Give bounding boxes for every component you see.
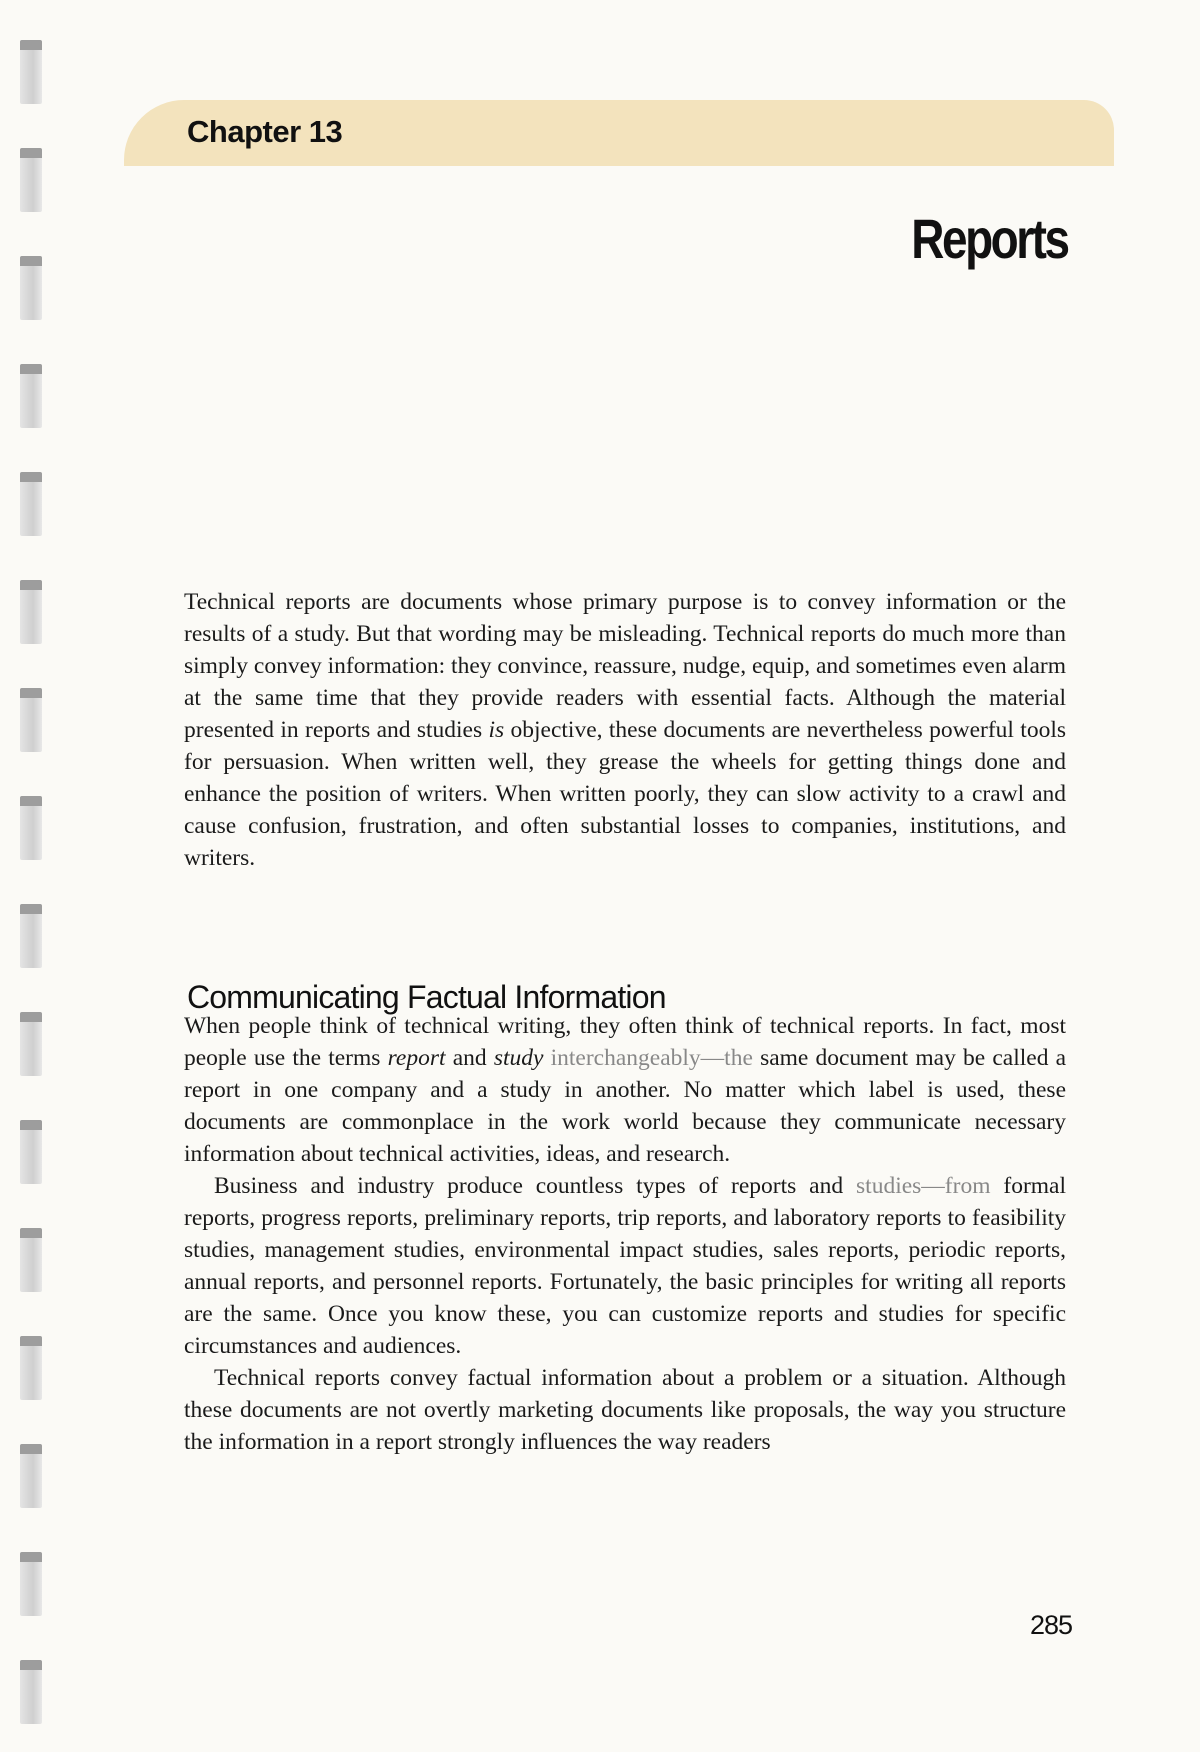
binding-mark <box>20 904 42 968</box>
section-heading: Communicating Factual Information <box>187 978 666 1015</box>
binding-mark <box>20 1444 42 1508</box>
intro-section <box>184 586 1066 874</box>
section-body <box>184 1010 1066 1458</box>
binding-mark <box>20 40 42 104</box>
page-number: 285 <box>1029 1610 1072 1640</box>
binding-mark <box>20 796 42 860</box>
paragraph-2 <box>184 1170 1066 1362</box>
paragraph-2-text-a: Business and industry produce countless types of reports and <box>214 1173 844 1199</box>
binding-mark <box>20 148 42 212</box>
paragraph-1-text-a: When people think of technical writing, they often think of technical reports. In fact, most people use the terms <box>184 1013 1066 1071</box>
chapter-label: Chapter 13 <box>187 114 343 149</box>
paragraph-2-gray-text: studies—from <box>856 1173 991 1199</box>
paragraph-1-text-c: same document may be called a report in one company and a study in another. No matter which label is used, these documents are commonplace in the work world because they communicate necessary information about technical activities, ideas, and research. <box>184 1045 1067 1167</box>
term-report: report <box>387 1045 446 1071</box>
binding-mark <box>20 1660 42 1724</box>
intro-emphasis: is <box>488 717 505 743</box>
paragraph-2-text-b: formal reports, progress reports, preliminary reports, trip reports, and laboratory reports to feasibility studies, management studies, environmental impact studies, sales reports, periodic reports, annual reports, and personnel reports. Fortunately, the basic principles for writing all reports are the same. Once you know these, you can customize reports and studies for specific circumstances and audiences. <box>184 1173 1067 1359</box>
binding-mark <box>20 1552 42 1616</box>
binding-mark <box>20 1012 42 1076</box>
binding-mark <box>20 1336 42 1400</box>
intro-text: Technical reports are documents whose primary purpose is to convey information or the results of a study. But that wording may be misleading. Technical reports do much more than simply convey information: they convince, reassure, nudge, equip, and sometimes even alarm at the same time that they provide readers with essential facts. Although the material presented in reports and studies <box>184 589 1066 743</box>
binding-mark <box>20 688 42 752</box>
chapter-title: Reports <box>911 207 1068 270</box>
binding-mark <box>20 472 42 536</box>
binding-mark <box>20 580 42 644</box>
intro-text-end: objective, these documents are nevertheless powerful tools for persuasion. When written well, they grease the wheels for getting things done and enhance the position of writers. When written poorly, they can slow activity to a crawl and cause confusion, frustration, and often substantial losses to companies, institutions, and writers. <box>184 717 1067 871</box>
binding-mark <box>20 364 42 428</box>
paragraph-3: Technical reports convey factual information about a problem or a situation. Although these documents are not overtly marketing documents like proposals, the way you structure the information in a report strongly influences the way readers <box>184 1365 1066 1455</box>
binding-mark <box>20 1228 42 1292</box>
binding-mark <box>20 256 42 320</box>
paragraph-1-text-b: and <box>452 1045 487 1071</box>
paragraph-1 <box>184 1010 1066 1170</box>
term-study: study <box>493 1045 544 1071</box>
intro-paragraph <box>184 586 1066 874</box>
spiral-binding <box>20 40 44 1740</box>
paragraph-1-gray-text: interchangeably—the <box>550 1045 753 1071</box>
binding-mark <box>20 1120 42 1184</box>
